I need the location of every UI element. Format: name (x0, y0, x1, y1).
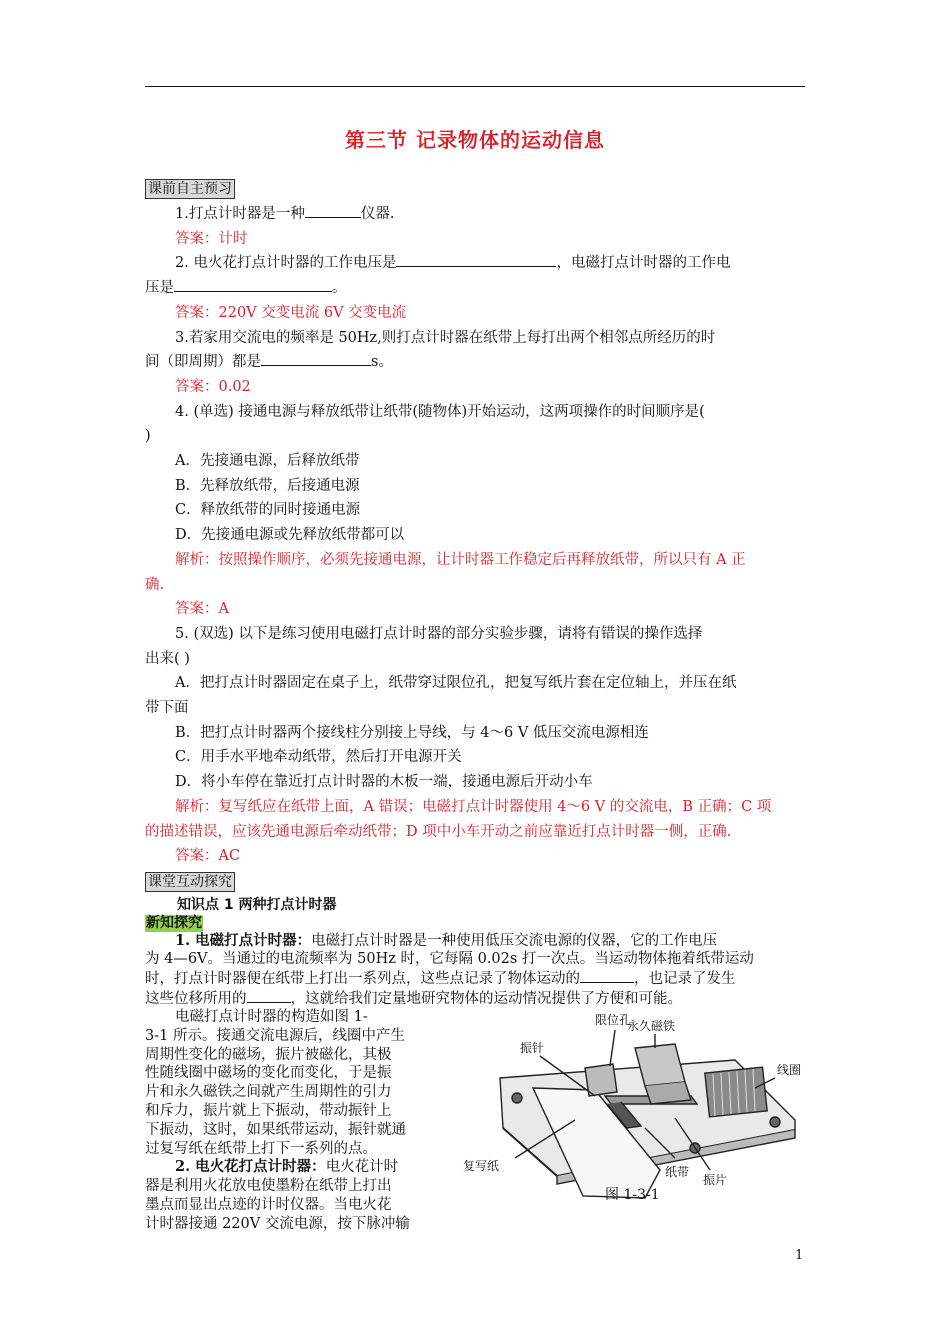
knowledge-heading: 知识点 1 两种打点计时器 (177, 896, 337, 913)
page-number: 1 (795, 1248, 804, 1263)
label-coil: 线圈 (777, 1062, 802, 1077)
knowledge-p2-l8: 过复写纸在纸带上打下一系列的点。 (145, 1140, 377, 1157)
answer-2: 答案：220V 交变电流 6V 交变电流 (175, 304, 407, 321)
section-preview (145, 176, 807, 202)
blank (247, 988, 291, 1003)
section-label-classroom: 课堂互动探究 (145, 872, 235, 892)
label-reed: 振片 (703, 1172, 728, 1187)
knowledge-p1-l4: 这些位移所用的 ，这就给我们定量地研究物体的运动情况提供了方便和可能。 (145, 988, 807, 1008)
question-4: 4. (单选) 接通电源与释放纸带让纸带(随物体)开始运动，这两项操作的时间顺序是( (175, 403, 705, 420)
blank (305, 203, 361, 218)
label-tape: 纸带 (665, 1164, 690, 1179)
knowledge-p1: 1. 电磁打点计时器：电磁打点计时器是一种使用低压交流电源的仪器，它的工作电压 (175, 931, 718, 949)
analysis-5-cont: 的描述错误，应该先通电源后牵动纸带；D 项中小车开动之前应靠近打点计时器一侧，正确. (145, 823, 732, 840)
blank (580, 968, 634, 983)
new-knowledge-tag: 新知探究 (146, 914, 202, 931)
new-knowledge-tag-row (145, 915, 807, 932)
knowledge-p2-l4: 性随线圈中磁场的变化而变化，于是振 (145, 1065, 392, 1082)
analysis-4-cont: 确. (145, 576, 165, 593)
figure-wrap (145, 1008, 807, 1234)
knowledge-p2-l3: 周期性变化的磁场，振片被磁化，其极 (145, 1046, 392, 1063)
limit-hole (585, 1064, 617, 1096)
document-body (145, 176, 807, 1234)
question-4-cont: ) (145, 428, 151, 445)
knowledge-p2-l5: 片和永久磁铁之间就产生周期性的引力 (145, 1084, 392, 1101)
q5-option-d: D．将小车停在靠近打点计时器的木板一端，接通电源后开动小车 (175, 774, 593, 791)
knowledge-p2-l7: 下振动，这时，如果纸带运动，振针就通 (145, 1121, 406, 1138)
knowledge-p1-l2: 为 4—6V。当通过的电流频率为 50Hz 时，它每隔 0.02s 打一次点。当运动物体拖着纸带运动 (145, 950, 754, 967)
option-b: B．先释放纸带，后接通电源 (175, 477, 360, 494)
knowledge-p2-l6: 和斥力，振片就上下振动，带动振针上 (145, 1102, 392, 1119)
knowledge-p3-l2: 器是利用火花放电使墨粉在纸带上打出 (145, 1178, 392, 1195)
analysis-5: 解析：复写纸应在纸带上面，A 错误；电磁打点计时器使用 4～6 V 的交流电，B 正确；C 项 (175, 798, 772, 815)
question-5-cont: 出来( ) (145, 650, 190, 667)
question-1: 1.打点计时器是一种 仪器. (145, 202, 807, 227)
option-c: C．释放纸带的同时接通电源 (175, 502, 361, 519)
blank (261, 351, 371, 366)
question-3: 3.若家用交流电的频率是 50Hz,则打点计时器在纸带上每打出两个相邻点所经历的时 (175, 329, 716, 346)
label-needle: 振针 (520, 1040, 545, 1055)
answer-3: 答案：0.02 (175, 378, 251, 395)
header-rule (145, 86, 805, 87)
label-limit-hole: 限位孔 (595, 1012, 632, 1027)
timer-diagram (445, 1008, 815, 1208)
knowledge-p2-l2: 3-1 所示。接通交流电源后，线圈中产生 (145, 1027, 405, 1044)
analysis-4: 解析：按照操作顺序，必须先接通电源，让计时器工作稳定后再释放纸带，所以只有 A 正 (175, 551, 746, 568)
question-2: 2. 电火花打点计时器的工作电压是 ，电磁打点计时器的工作电 (145, 251, 807, 276)
knowledge-p2-l1: 电磁打点计时器的构造如图 1- (175, 1008, 368, 1025)
option-d: D．先接通电源或先释放纸带都可以 (175, 527, 405, 544)
q5-option-b: B．把打点计时器两个接线柱分别接上导线，与 4～6 V 低压交流电源相连 (175, 724, 649, 741)
knowledge-p3-l4: 计时器接通 220V 交流电源，按下脉冲输 (145, 1215, 410, 1232)
knowledge-p3-l1: 2. 电火花打点计时器：电火花计时 (175, 1158, 399, 1176)
blank (174, 277, 332, 292)
question-2-cont: 压是 。 (145, 276, 807, 301)
q5-option-a: A．把打点计时器固定在桌子上，纸带穿过限位孔，把复写纸片套在定位轴上，并压在纸 (175, 675, 737, 692)
label-carbon: 复写纸 (463, 1158, 500, 1173)
answer-5: 答案：AC (175, 848, 241, 865)
left-column-text (145, 1008, 433, 1234)
question-3-cont: 间（即周期）都是 s。 (145, 350, 807, 375)
answer-4: 答案：A (175, 601, 229, 618)
blank (396, 252, 556, 267)
section-classroom (145, 869, 807, 895)
page-title: 第三节 记录物体的运动信息 (345, 128, 605, 152)
option-a: A．先接通电源，后释放纸带 (175, 453, 360, 470)
section-label-preview: 课前自主预习 (145, 179, 235, 199)
figure-caption: 图 1-3-1 (605, 1186, 660, 1203)
label-magnet: 永久磁铁 (627, 1018, 676, 1033)
question-5: 5. (双选) 以下是练习使用电磁打点计时器的部分实验步骤，请将有错误的操作选择 (175, 625, 703, 642)
q5-option-c: C．用手水平地牵动纸带，然后打开电源开关 (175, 749, 462, 766)
answer-1: 答案：计时 (175, 230, 248, 247)
knowledge-p1-l3: 时，打点计时器便在纸带上打出一系列点，这些点记录了物体运动的 ，也记录了发生 (145, 968, 807, 988)
q5-option-a-cont: 带下面 (145, 700, 189, 717)
knowledge-p3-l3: 墨点而显出点迹的计时仪器。当电火花 (145, 1196, 392, 1213)
